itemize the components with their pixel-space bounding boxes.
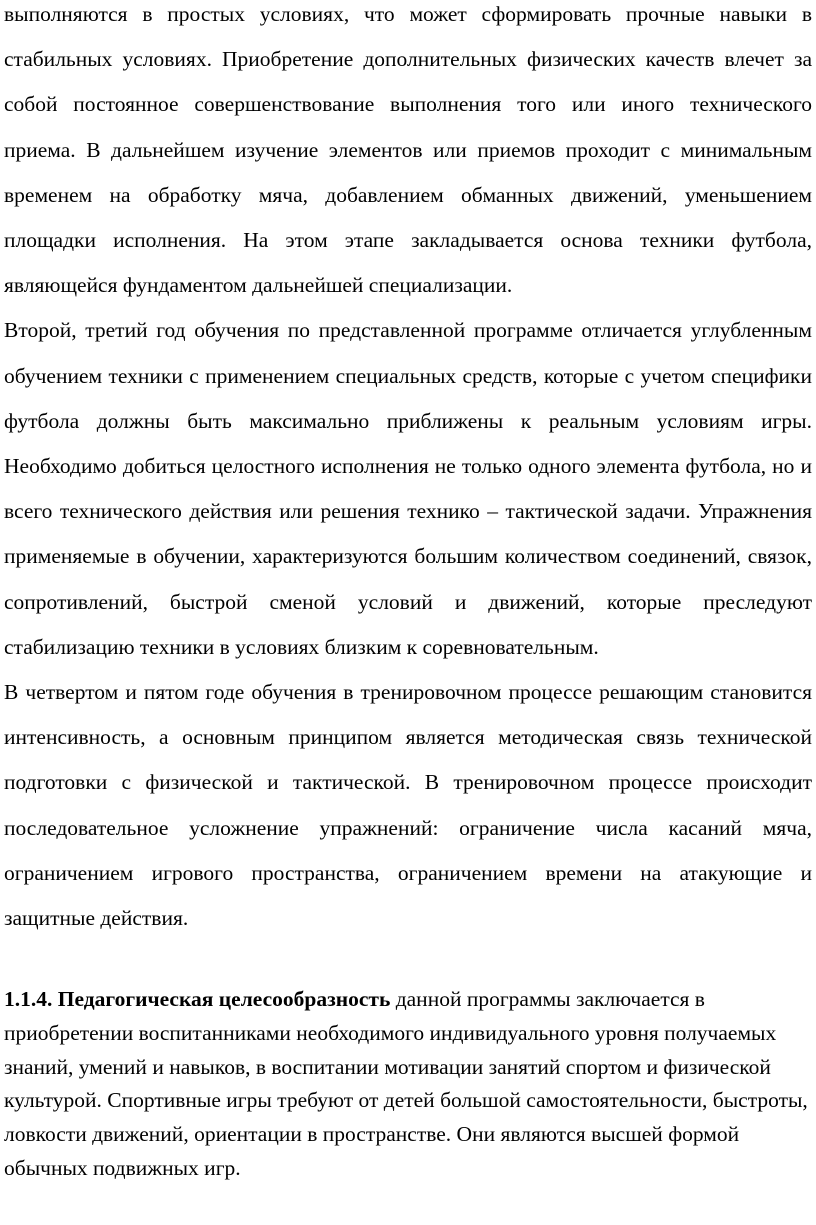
- paragraph-3: В четвертом и пятом годе обучения в тренировочном процессе решающим становится интенсивность, а основным принципом является методическая связь технической подготовки с физической и тактической. В тренировочном процессе происходит последовательное усложнение упражнений: ограничение числа касаний мяча, ограничением игрового пространства, ограничением времени на атакующие и защитные действия.: [4, 680, 812, 931]
- section-heading: 1.1.4. Педагогическая целесообразность: [4, 987, 391, 1012]
- paragraph-2: Второй, третий год обучения по представленной программе отличается углубленным обучением техники с применением специальных средств, которые с учетом специфики футбола должны быть максимально приближены к реальным условиям игры. Необходимо добиться целостного исполнения не только одного элемента футбола, но и всего технического действия или решения технико – тактической задачи. Упражнения применяемые в обучении, характеризуются большим количеством соединений, связок, сопротивлений, быстрой сменой условий и движений, которые преследуют стабилизацию техники в условиях близким к соревновательным.: [4, 318, 812, 659]
- section-pedagogical-expediency: [4, 983, 812, 1185]
- section-text: данной программы заключается в приобретении воспитанниками необходимого индивидуального уровня получаемых знаний, умений и навыков, в воспитании мотивации занятий спортом и физической культурой. Спортивные игры требуют от детей большой самостоятельности, быстроты, ловкости движений, ориентации в пространстве. Они являются высшей формой обычных подвижных игр.: [4, 987, 808, 1180]
- paragraph-1: выполняются в простых условиях, что может сформировать прочные навыки в стабильных условиях. Приобретение дополнительных физических качеств влечет за собой постоянное совершенствование выполнения того или иного технического приема. В дальнейшем изучение элементов или приемов проходит с минимальным временем на обработку мяча, добавлением обманных движений, уменьшением площадки исполнения. На этом этапе закладывается основа техники футбола, являющейся фундаментом дальнейшей специализации.: [4, 2, 812, 298]
